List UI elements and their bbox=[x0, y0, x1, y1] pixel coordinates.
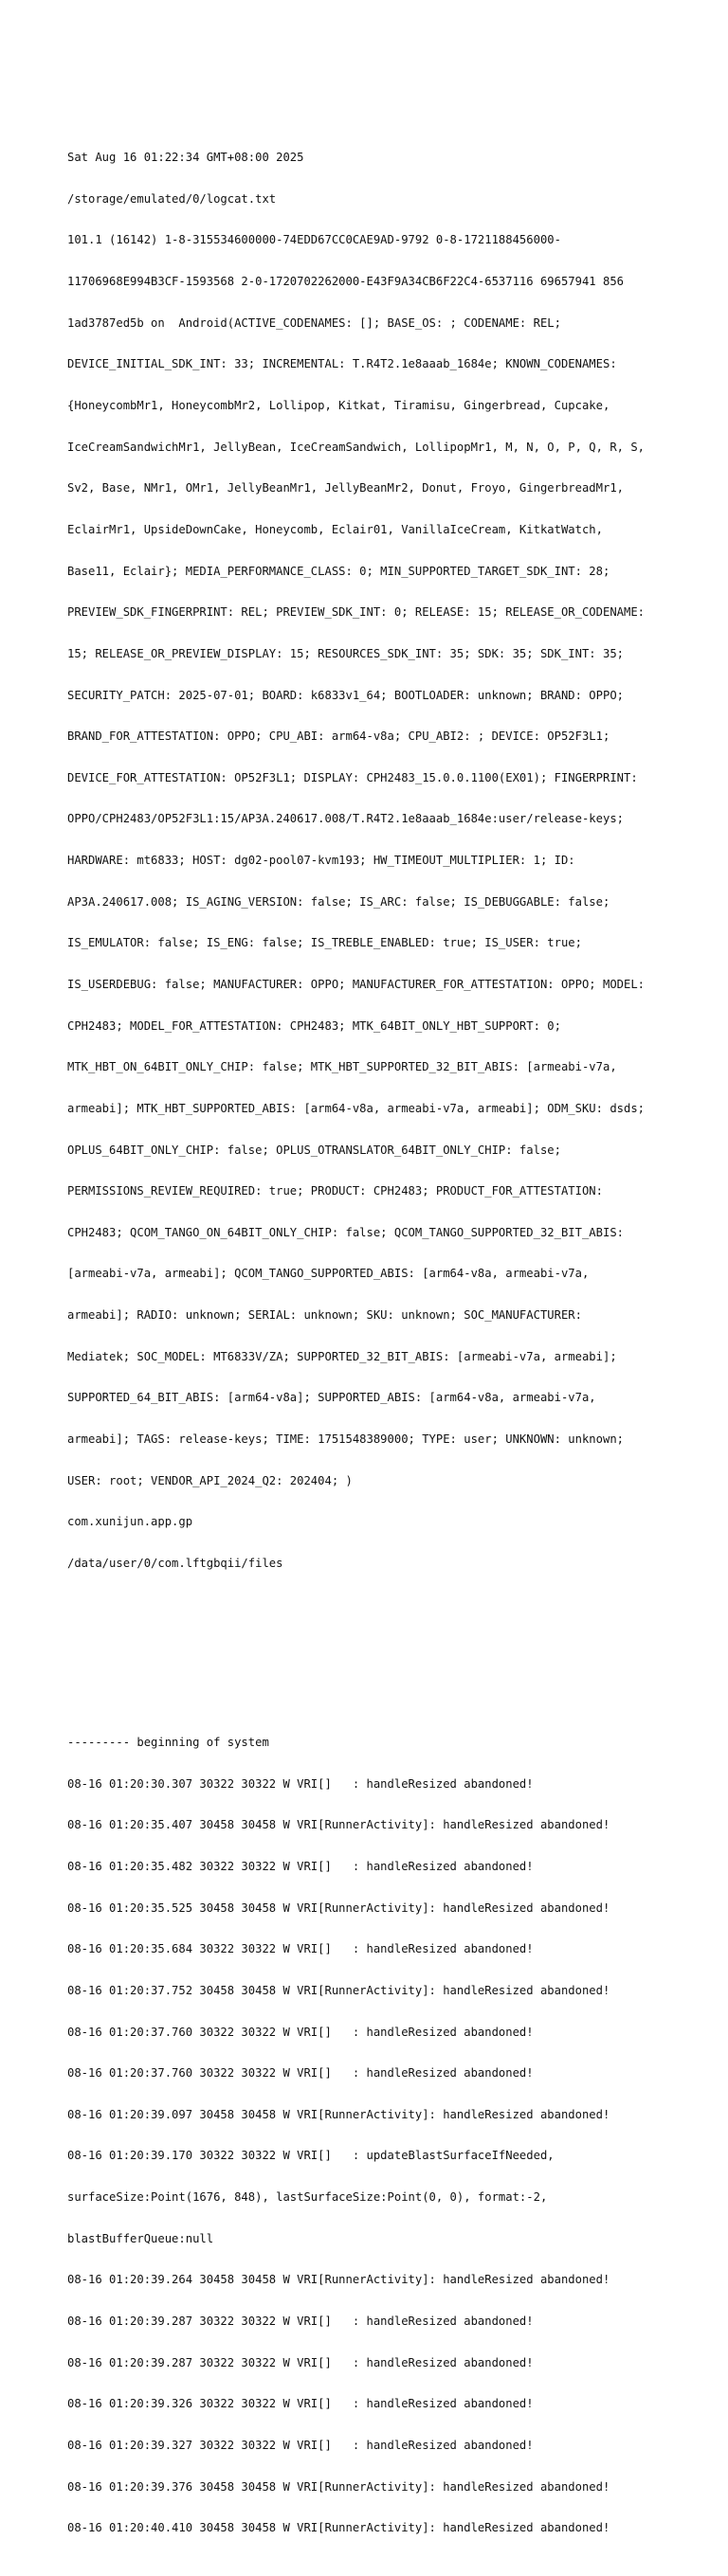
build-info-line: 1ad3787ed5b on Android(ACTIVE_CODENAMES: []; BASE_OS: ; CODENAME: REL; bbox=[67, 315, 561, 330]
build-info-line: armeabi]; MTK_HBT_SUPPORTED_ABIS: [arm64-v8a, armeabi-v7a, armeabi]; ODM_SKU: dsds; bbox=[67, 1101, 646, 1115]
build-info-line: AP3A.240617.008; IS_AGING_VERSION: false; IS_ARC: false; IS_DEBUGGABLE: false; bbox=[67, 894, 610, 909]
build-info-line: 15; RELEASE_OR_PREVIEW_DISPLAY: 15; RESOURCES_SDK_INT: 35; SDK: 35; SDK_INT: 35; bbox=[67, 646, 624, 660]
section-spacer bbox=[67, 1639, 674, 1666]
build-info-line: DEVICE_FOR_ATTESTATION: OP52F3L1; DISPLAY: CPH2483_15.0.0.1100(EX01); FINGERPRINT: bbox=[67, 770, 638, 784]
build-info-line: PREVIEW_SDK_FINGERPRINT: REL; PREVIEW_SDK_INT: 0; RELEASE: 15; RELEASE_OR_CODENAME: bbox=[67, 605, 646, 620]
log-entry: 08-16 01:20:39.326 30322 30322 W VRI[] : handleResized abandoned! bbox=[67, 2397, 534, 2411]
log-entry-continuation: blastBufferQueue:null bbox=[67, 2231, 214, 2245]
build-info-line: Sv2, Base, NMr1, OMr1, JellyBeanMr1, JellyBeanMr2, Donut, Froyo, GingerbreadMr1, bbox=[67, 481, 624, 495]
build-info-line: IS_USERDEBUG: false; MANUFACTURER: OPPO; MANUFACTURER_FOR_ATTESTATION: OPPO; MODEL: bbox=[67, 978, 646, 991]
logcat-document bbox=[67, 96, 674, 2576]
build-info-line: MTK_HBT_ON_64BIT_ONLY_CHIP: false; MTK_HBT_SUPPORTED_32_BIT_ABIS: [armeabi-v7a, bbox=[67, 1060, 617, 1074]
build-info-line: armeabi]; TAGS: release-keys; TIME: 1751548389000; TYPE: user; UNKNOWN: unknown; bbox=[67, 1432, 624, 1447]
build-info-line: IS_EMULATOR: false; IS_ENG: false; IS_TREBLE_ENABLED: true; IS_USER: true; bbox=[67, 936, 582, 950]
log-entry: 08-16 01:20:37.752 30458 30458 W VRI[RunnerActivity]: handleResized abandoned! bbox=[67, 1983, 610, 1997]
package-name-line: com.xunijun.app.gp bbox=[67, 1515, 193, 1529]
build-info-line: 11706968E994B3CF-1593568 2-0-1720702262000-E43F9A34CB6F22C4-6537116 69657941 856 bbox=[67, 275, 624, 289]
build-info-line: OPLUS_64BIT_ONLY_CHIP: false; OPLUS_OTRANSLATOR_64BIT_ONLY_CHIP: false; bbox=[67, 1143, 561, 1157]
system-log-section bbox=[67, 1708, 674, 2563]
build-info-line: CPH2483; MODEL_FOR_ATTESTATION: CPH2483; MTK_64BIT_ONLY_HBT_SUPPORT: 0; bbox=[67, 1018, 561, 1033]
log-entry: 08-16 01:20:30.307 30322 30322 W VRI[] : handleResized abandoned! bbox=[67, 1776, 534, 1791]
build-info-line: OPPO/CPH2483/OP52F3L1:15/AP3A.240617.008/T.R4T2.1e8aaab_1684e:user/release-keys; bbox=[67, 812, 624, 826]
log-entry: 08-16 01:20:35.482 30322 30322 W VRI[] : handleResized abandoned! bbox=[67, 1860, 534, 1873]
app-files-path-line: /data/user/0/com.lftgbqii/files bbox=[67, 1556, 283, 1570]
build-info-line: HARDWARE: mt6833; HOST: dg02-pool07-kvm193; HW_TIMEOUT_MULTIPLIER: 1; ID: bbox=[67, 854, 575, 868]
build-info-line: EclairMr1, UpsideDownCake, Honeycomb, Eclair01, VanillaIceCream, KitkatWatch, bbox=[67, 522, 603, 536]
build-info-line: [armeabi-v7a, armeabi]; QCOM_TANGO_SUPPORTED_ABIS: [arm64-v8a, armeabi-v7a, bbox=[67, 1267, 590, 1281]
log-entry: 08-16 01:20:39.327 30322 30322 W VRI[] : handleResized abandoned! bbox=[67, 2438, 534, 2452]
log-entry: 08-16 01:20:39.287 30322 30322 W VRI[] : handleResized abandoned! bbox=[67, 2315, 534, 2329]
build-info-line: {HoneycombMr1, HoneycombMr2, Lollipop, Kitkat, Tiramisu, Gingerbread, Cupcake, bbox=[67, 399, 610, 413]
build-info-line: Mediatek; SOC_MODEL: MT6833V/ZA; SUPPORTED_32_BIT_ABIS: [armeabi-v7a, armeabi]; bbox=[67, 1349, 617, 1363]
log-entry: 08-16 01:20:35.525 30458 30458 W VRI[RunnerActivity]: handleResized abandoned! bbox=[67, 1900, 610, 1915]
log-entry: 08-16 01:20:40.410 30458 30458 W VRI[RunnerActivity]: handleResized abandoned! bbox=[67, 2521, 610, 2535]
timestamp-line: Sat Aug 16 01:22:34 GMT+08:00 2025 bbox=[67, 151, 304, 165]
build-info-line: PERMISSIONS_REVIEW_REQUIRED: true; PRODUCT: CPH2483; PRODUCT_FOR_ATTESTATION: bbox=[67, 1184, 603, 1198]
build-info-line: CPH2483; QCOM_TANGO_ON_64BIT_ONLY_CHIP: false; QCOM_TANGO_SUPPORTED_32_BIT_ABIS: bbox=[67, 1225, 624, 1239]
build-info-line: Base11, Eclair}; MEDIA_PERFORMANCE_CLASS: 0; MIN_SUPPORTED_TARGET_SDK_INT: 28; bbox=[67, 564, 610, 578]
log-entry: 08-16 01:20:39.287 30322 30322 W VRI[] : handleResized abandoned! bbox=[67, 2355, 534, 2369]
log-entry: 08-16 01:20:35.407 30458 30458 W VRI[RunnerActivity]: handleResized abandoned! bbox=[67, 1818, 610, 1832]
device-header bbox=[67, 123, 674, 1598]
log-entry: 08-16 01:20:35.684 30322 30322 W VRI[] : handleResized abandoned! bbox=[67, 1942, 534, 1956]
log-entry: 08-16 01:20:39.170 30322 30322 W VRI[] : updateBlastSurfaceIfNeeded, bbox=[67, 2149, 555, 2163]
build-info-line: SUPPORTED_64_BIT_ABIS: [arm64-v8a]; SUPPORTED_ABIS: [arm64-v8a, armeabi-v7a, bbox=[67, 1391, 596, 1405]
log-entry: 08-16 01:20:39.264 30458 30458 W VRI[RunnerActivity]: handleResized abandoned! bbox=[67, 2273, 610, 2287]
log-entry-continuation: surfaceSize:Point(1676, 848), lastSurfaceSize:Point(0, 0), format:-2, bbox=[67, 2190, 548, 2205]
build-info-line: DEVICE_INITIAL_SDK_INT: 33; INCREMENTAL: T.R4T2.1e8aaab_1684e; KNOWN_CODENAMES: bbox=[67, 357, 617, 371]
log-entry: 08-16 01:20:39.097 30458 30458 W VRI[RunnerActivity]: handleResized abandoned! bbox=[67, 2107, 610, 2121]
log-entry: 08-16 01:20:39.376 30458 30458 W VRI[RunnerActivity]: handleResized abandoned! bbox=[67, 2479, 610, 2494]
build-info-line: BRAND_FOR_ATTESTATION: OPPO; CPU_ABI: arm64-v8a; CPU_ABI2: ; DEVICE: OP52F3L1; bbox=[67, 730, 610, 744]
build-info-line: armeabi]; RADIO: unknown; SERIAL: unknown; SKU: unknown; SOC_MANUFACTURER: bbox=[67, 1308, 582, 1323]
build-info-line: 101.1 (16142) 1-8-315534600000-74EDD67CC0CAE9AD-9792 0-8-1721188456000- bbox=[67, 233, 561, 247]
build-info-line: USER: root; VENDOR_API_2024_Q2: 202404; ) bbox=[67, 1473, 353, 1487]
system-log-divider: --------- beginning of system bbox=[67, 1736, 269, 1750]
file-path-line: /storage/emulated/0/logcat.txt bbox=[67, 191, 277, 206]
log-entry: 08-16 01:20:37.760 30322 30322 W VRI[] : handleResized abandoned! bbox=[67, 2066, 534, 2081]
build-info-line: SECURITY_PATCH: 2025-07-01; BOARD: k6833v1_64; BOOTLOADER: unknown; BRAND: OPPO; bbox=[67, 688, 624, 702]
log-entry: 08-16 01:20:37.760 30322 30322 W VRI[] : handleResized abandoned! bbox=[67, 2025, 534, 2039]
build-info-line: IceCreamSandwichMr1, JellyBean, IceCreamSandwich, LollipopMr1, M, N, O, P, Q, R, S, bbox=[67, 440, 646, 454]
